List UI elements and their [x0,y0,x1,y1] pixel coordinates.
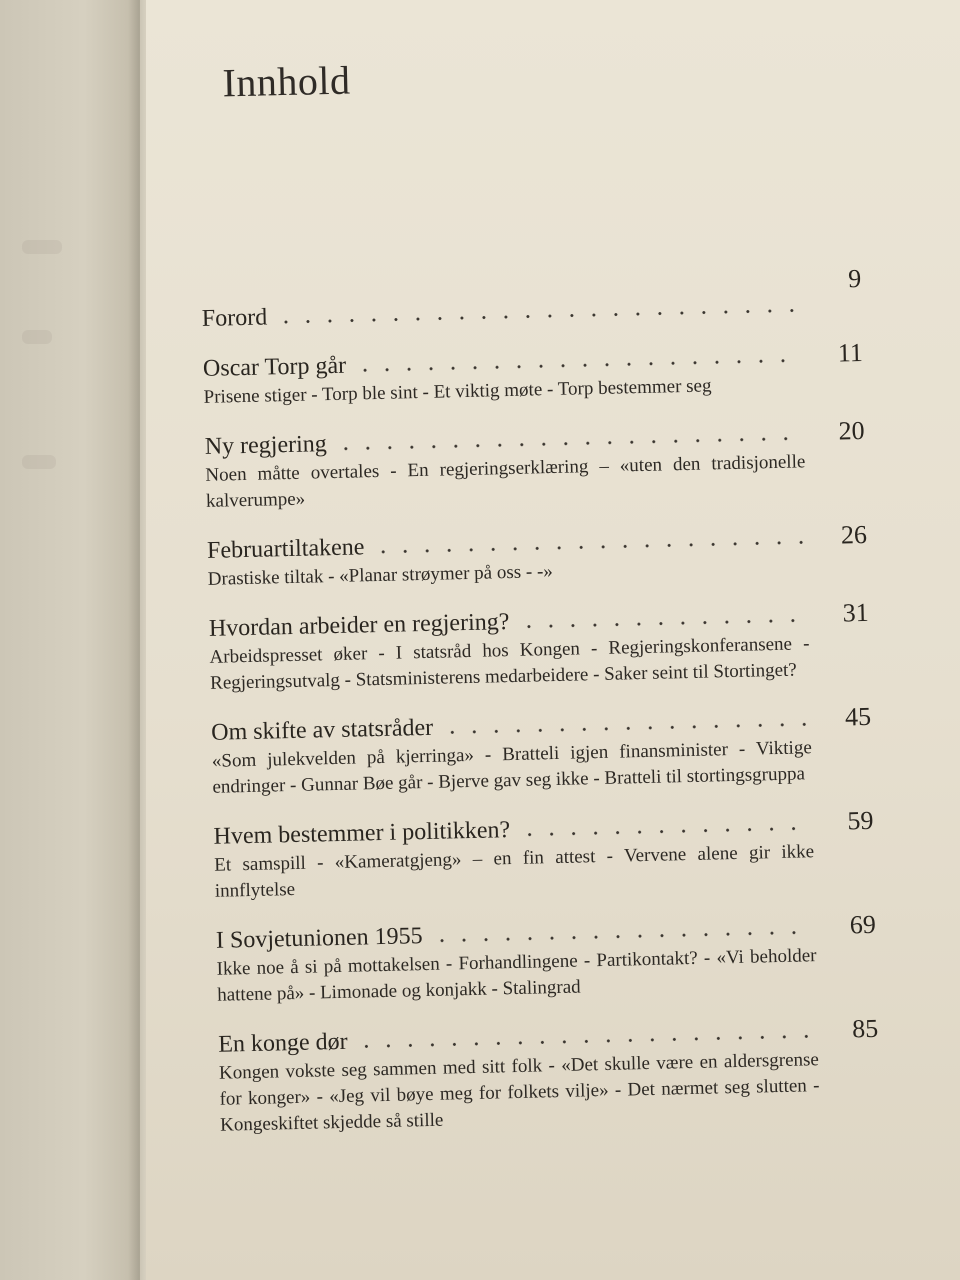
chapter-topics: Drastiske tiltak - «Planar strøymer på oss - -» [207,561,554,590]
toc-entry [213,806,875,905]
chapter-title: En konge dør [218,1028,348,1058]
chapter-topics: «Som julekvelden på kjerringa» - Bratteli igjen finansminister - Viktige endringer - Gunnar Bøe går - Bjerve gav seg ikke - Bratteli til stortingsgruppa [211,737,812,798]
page-number: 69 [849,909,877,940]
chapter-topics: Prisene stiger - Torp ble sint - Et viktig møte - Torp bestemmer seg [203,375,712,408]
chapter-title: I Sovjetunionen 1955 [215,923,423,954]
page-number: 45 [844,701,872,732]
chapter-topics: Ikke noe å si på mottakelsen - Forhandlingene - Partikontakt? - «Vi beholder hattene på» - Limonade og konjakk - Stalingrad [216,945,817,1006]
chapter-title: Om skifte av statsråder [210,714,434,746]
chapter-title: Hvem bestemmer i politikken? [213,817,511,850]
chapter-topics: Et samspill - «Kameratgjeng» – en fin attest - Vervene alene gir ikke innflytelse [214,841,815,902]
dot-leader [441,722,807,734]
page-number: 26 [840,519,868,550]
page-number: 11 [837,337,864,368]
chapter-title: Ny regjering [204,431,328,460]
facing-page-text-fragment [22,455,56,469]
toc-entry [204,416,866,515]
toc-entry [209,598,871,697]
chapter-title: Oscar Torp går [202,352,347,382]
dot-leader [354,358,799,372]
dot-leader [517,618,805,629]
dot-leader [372,540,803,554]
facing-page-edge [0,0,140,1280]
page-title: Innhold [222,57,351,106]
dot-leader [518,826,809,837]
dot-leader [335,436,801,451]
page-number: 20 [838,415,865,446]
page-number: 9 [847,263,862,294]
toc-entry [218,1014,880,1139]
toc-entry-heading-row [201,263,863,333]
toc-entry [216,910,878,1009]
toc-entry [201,263,863,333]
dot-leader [356,1034,815,1048]
dot-leader [431,930,812,943]
chapter-title: Hvordan arbeider en regjering? [208,609,510,642]
toc-entry [203,338,864,411]
facing-page-text-fragment [22,330,52,344]
dot-leader [275,308,798,324]
chapter-topics: Kongen vokste seg sammen med sitt folk - «Det skulle være en aldersgrense for konger» - «Jeg vil bøye meg for folkets vilje» - Det nærmet seg slutten - Kongeskiftet skjedde så stille [218,1049,820,1136]
table-of-contents [201,263,881,1139]
contents-page [196,45,881,1159]
page-number: 31 [842,597,870,628]
toc-entry [207,520,868,593]
chapter-topics: Arbeidspresset øker - I statsråd hos Kongen - Regjeringskonferansene - Regjeringsutvalg - Statsministerens medarbeidere - Saker seint til Stortinget? [209,633,810,694]
toc-entry [211,702,873,801]
chapter-title: Forord [201,304,268,332]
page-number: 59 [847,805,874,836]
facing-page-text-fragment [22,240,62,254]
page-number: 85 [851,1013,879,1044]
chapter-topics: Noen måtte overtales - En regjeringserklæring – «uten den tradisjonelle kalverumpe» [205,451,806,512]
chapter-title: Februartiltakene [206,534,365,564]
